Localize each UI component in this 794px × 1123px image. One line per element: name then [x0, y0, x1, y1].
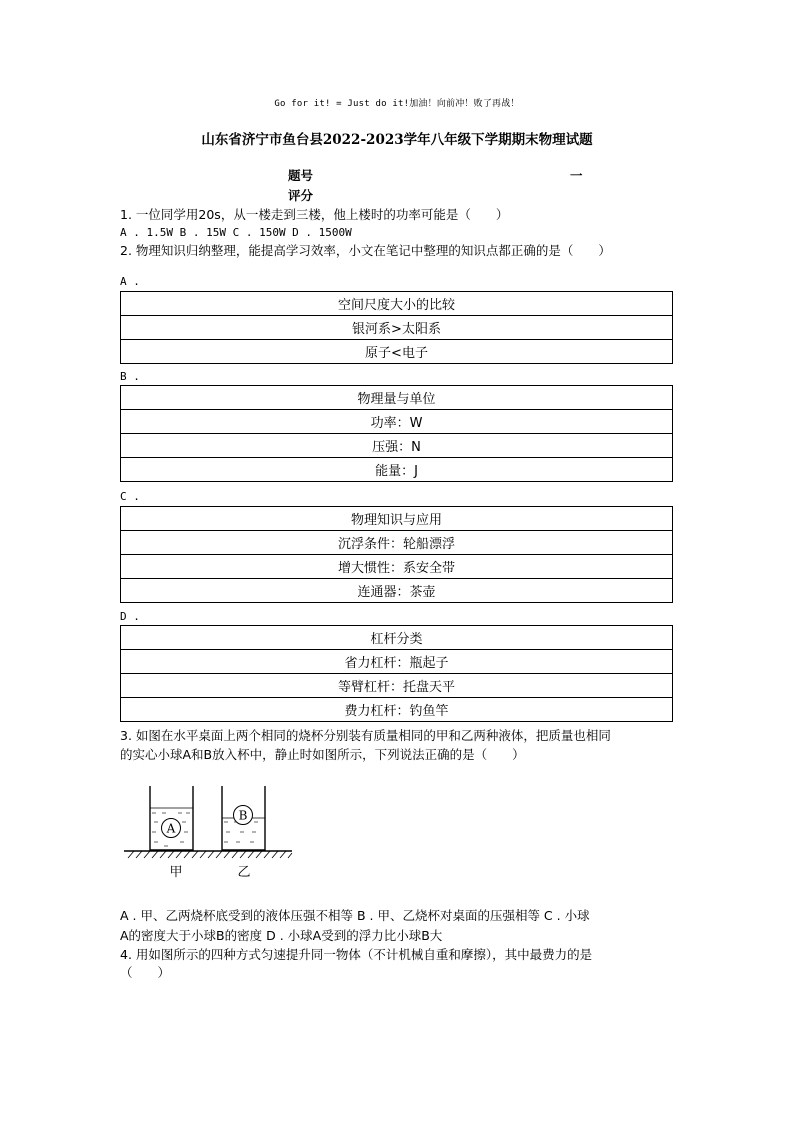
table-row: 压强：N — [121, 434, 673, 458]
question-3-options-line-1: A . 甲、乙两烧杯底受到的液体压强不相等 B . 甲、乙烧杯对桌面的压强相等 C . 小球 — [120, 908, 590, 923]
score-table-score-label: 评分 — [288, 188, 314, 203]
ball-b-label: B — [238, 808, 248, 823]
table-row: 沉浮条件：轮船漂浮 — [121, 531, 673, 555]
table-row: 原子<电子 — [121, 340, 673, 364]
beakers-figure — [120, 780, 300, 880]
exam-title: 山东省济宁市鱼台县2022-2023学年八年级下学期期末物理试题 — [201, 132, 593, 148]
question-1-options: A . 1.5W B . 15W C . 150W D . 1500W — [120, 226, 352, 239]
question-3-options-line-2: A的密度大于小球B的密度 D . 小球A受到的浮力比小球B大 — [120, 928, 443, 943]
table-row: 等臂杠杆：托盘天平 — [121, 674, 673, 698]
option-c-label: C . — [120, 490, 140, 503]
option-a-table — [120, 291, 673, 364]
option-a-label: A . — [120, 275, 140, 288]
table-row: 物理知识与应用 — [121, 507, 673, 531]
table-row: 物理量与单位 — [121, 386, 673, 410]
label-jia: 甲 — [169, 865, 183, 880]
table-row: 银河系>太阳系 — [121, 316, 673, 340]
table-row: 费力杠杆：钓鱼竿 — [121, 698, 673, 722]
table-row: 能量：J — [121, 458, 673, 482]
question-4-stem-line-2: （ ） — [120, 965, 171, 980]
table-row: 空间尺度大小的比较 — [121, 292, 673, 316]
table-row: 杠杆分类 — [121, 626, 673, 650]
question-1-stem: 1. 一位同学用20s，从一楼走到三楼，他上楼时的功率可能是（ ） — [120, 207, 509, 222]
table-row: 功率：W — [121, 410, 673, 434]
question-3-stem-line-1: 3. 如图在水平桌面上两个相同的烧杯分别装有质量相同的甲和乙两种液体，把质量也相同 — [120, 728, 611, 743]
label-yi: 乙 — [237, 865, 251, 880]
ball-a-label: A — [166, 821, 176, 836]
table-row: 省力杠杆：瓶起子 — [121, 650, 673, 674]
option-b-label: B . — [120, 370, 140, 383]
question-2-stem: 2. 物理知识归纳整理，能提高学习效率，小文在笔记中整理的知识点都正确的是（ ） — [120, 243, 611, 258]
page-header-motto: Go for it! = Just do it!加油！向前冲！败了再战！ — [274, 99, 520, 109]
option-b-table — [120, 385, 673, 482]
table-row: 增大惯性：系安全带 — [121, 555, 673, 579]
score-table-question-number-label: 题号 — [288, 168, 314, 183]
table-row: 连通器：茶壶 — [121, 579, 673, 603]
table-hatching — [128, 851, 292, 858]
question-3-stem-line-2: 的实心小球A和B放入杯中，静止时如图所示，下列说法正确的是（ ） — [120, 747, 525, 762]
score-table-section-one: 一 — [570, 168, 583, 183]
option-d-table — [120, 625, 673, 722]
option-d-label: D . — [120, 610, 140, 623]
question-4-stem-line-1: 4. 用如图所示的四种方式匀速提升同一物体（不计机械自重和摩擦），其中最费力的是 — [120, 947, 593, 962]
option-c-table — [120, 506, 673, 603]
